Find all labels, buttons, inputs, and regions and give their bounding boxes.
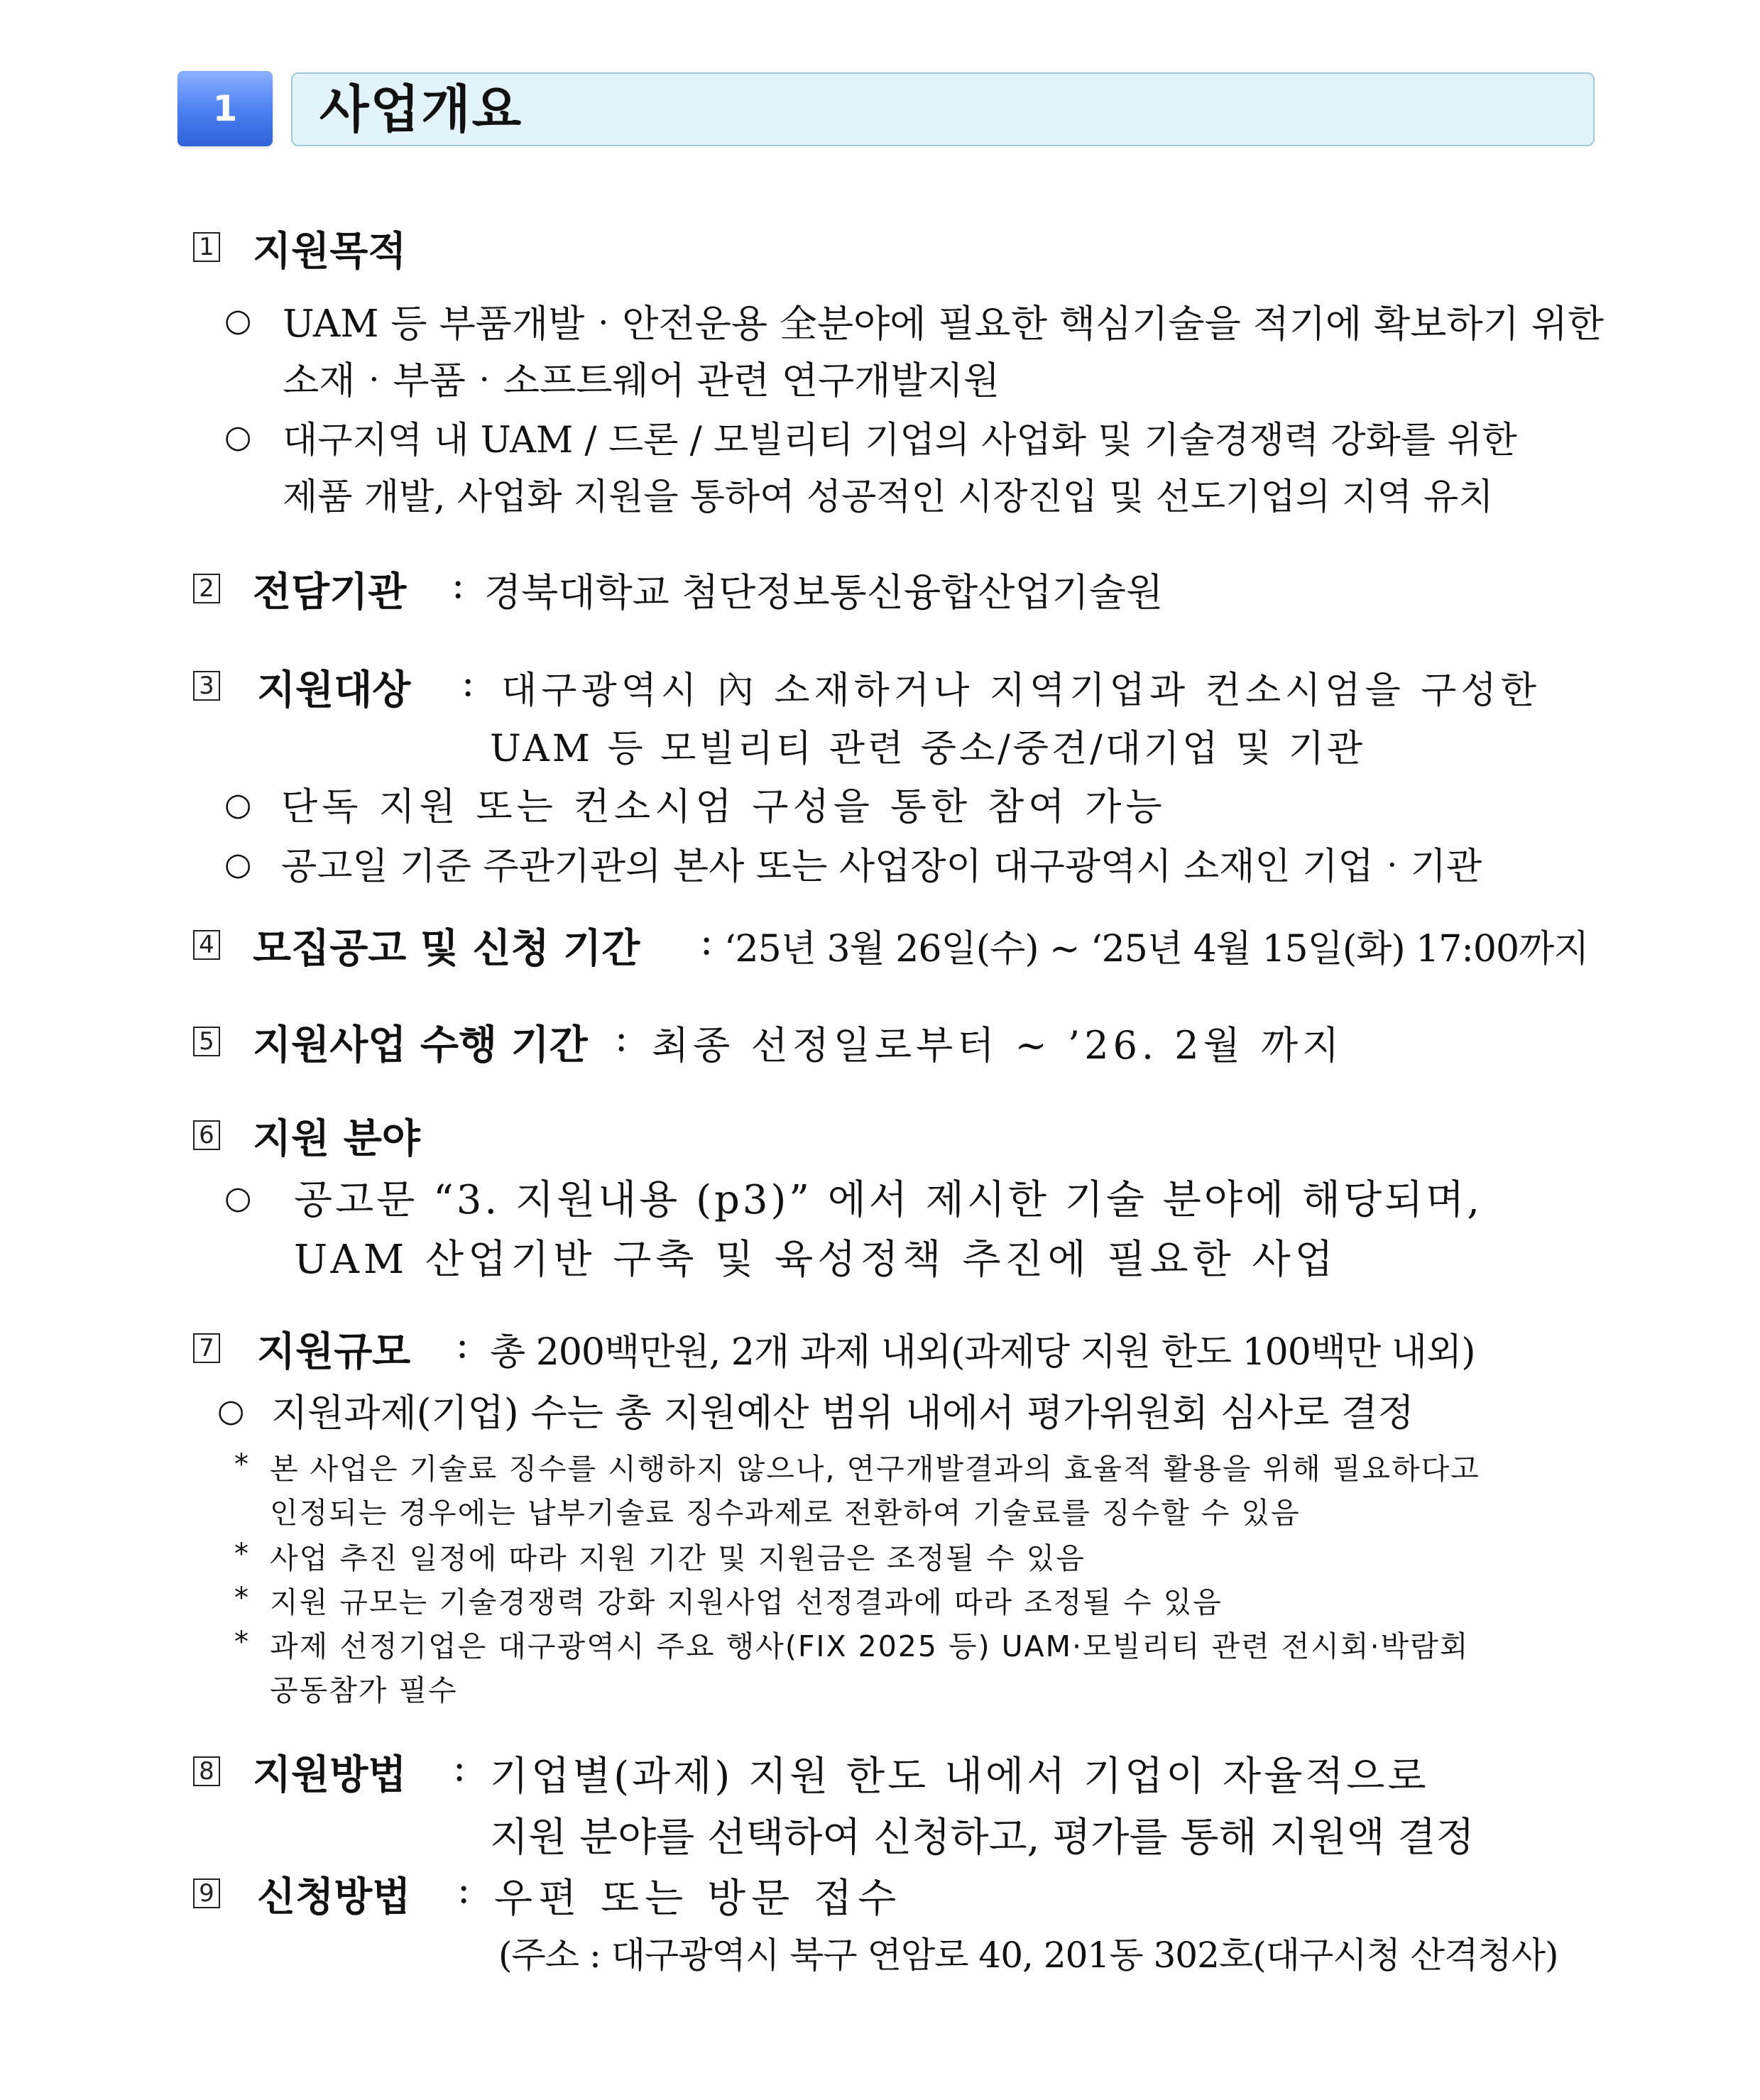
item-colon: : — [700, 919, 714, 963]
item-number-3: 3 — [193, 671, 220, 701]
item-heading-method: 지원방법 — [253, 1752, 407, 1798]
bullet-symbol: ○ — [224, 1180, 252, 1216]
note-line: 과제 선정기업은 대구광역시 주요 행사(FIX 2025 등) UAM·모빌리티 관련 전시회·박람회 — [270, 1629, 1470, 1663]
method-line-2: 지원 분야를 선택하여 신청하고, 평가를 통해 지원액 결정 — [490, 1815, 1475, 1861]
item-heading-duration: 지원사업 수행 기간 — [253, 1022, 588, 1068]
item-heading-target: 지원대상 — [257, 667, 411, 713]
item-heading-period: 모집공고 및 신청 기간 — [253, 926, 640, 972]
item-colon: : — [615, 1015, 628, 1060]
target-bullet: 단독 지원 또는 컨소시엄 구성을 통한 참여 가능 — [281, 785, 1166, 828]
note-symbol: * — [234, 1626, 248, 1658]
note-line: 본 사업은 기술료 징수를 시행하지 않으나, 연구개발결과의 효율적 활용을 위해 필요하다고 — [270, 1452, 1480, 1486]
note-symbol: * — [234, 1582, 248, 1614]
item-heading-agency: 전담기관 — [253, 569, 407, 616]
bullet-symbol: ○ — [217, 1393, 245, 1429]
item-colon: : — [456, 1322, 469, 1367]
item-number-1: 1 — [193, 232, 220, 262]
note-line: 지원 규모는 기술경쟁력 강화 지원사업 선정결과에 따라 조정될 수 있음 — [270, 1585, 1223, 1619]
purpose-line: UAM 등 부품개발‧안전운용 全분야에 필요한 핵심기술을 적기에 확보하기 위한 — [283, 302, 1605, 346]
apply-method: 우편 또는 방문 접수 — [494, 1876, 902, 1922]
item-number-7: 7 — [193, 1333, 220, 1363]
note-line: 사업 추진 일정에 따라 지원 기간 및 지원금은 조정될 수 있음 — [270, 1541, 1086, 1575]
item-number-2: 2 — [193, 574, 220, 603]
agency-name: 경북대학교 첨단정보통신융합산업기술원 — [484, 570, 1164, 615]
item-colon: : — [453, 1745, 466, 1790]
purpose-line: 대구지역 내 UAM / 드론 / 모빌리티 기업의 사업화 및 기술경쟁력 강화를 위한 — [283, 420, 1517, 461]
apply-address: (주소 : 대구광역시 북구 연암로 40, 201동 302호(대구시청 산격청사) — [498, 1935, 1558, 1976]
item-number-9: 9 — [193, 1878, 220, 1908]
note-line: 인정되는 경우에는 납부기술료 징수과제로 전환하여 기술료를 징수할 수 있음 — [270, 1496, 1301, 1530]
recruit-period: ‘25년 3월 26일(수) ~ ‘25년 4월 15일(화) 17:00까지 — [724, 928, 1589, 970]
item-number-4: 4 — [193, 930, 220, 960]
section-number-badge: 1 — [177, 71, 273, 146]
bullet-symbol: ○ — [224, 846, 252, 882]
note-symbol: * — [234, 1448, 248, 1481]
note-line: 공동참가 필수 — [270, 1673, 458, 1707]
bullet-symbol: ○ — [224, 302, 252, 339]
field-line-1: 공고문 “3. 지원내용 (p3)” 에서 제시한 기술 분야에 해당되며, — [294, 1177, 1483, 1223]
target-line-2: UAM 등 모빌리티 관련 중소/중견/대기업 및 기관 — [490, 728, 1366, 770]
note-symbol: * — [234, 1538, 248, 1570]
item-number-8: 8 — [193, 1756, 220, 1786]
item-colon: : — [461, 660, 475, 705]
item-number-6: 6 — [193, 1120, 220, 1150]
target-bullet: 공고일 기준 주관기관의 본사 또는 사업장이 대구광역시 소재인 기업‧기관 — [281, 846, 1482, 888]
target-line-1: 대구광역시 內 소재하거나 지역기업과 컨소시엄을 구성한 — [501, 669, 1541, 712]
item-number-5: 5 — [193, 1027, 220, 1056]
purpose-line: 소재‧부품‧소프트웨어 관련 연구개발지원 — [283, 359, 1000, 403]
scale-bullet: 지원과제(기업) 수는 총 지원예산 범위 내에서 평가위원회 심사로 결정 — [271, 1391, 1414, 1435]
bullet-symbol: ○ — [224, 419, 252, 455]
item-colon: : — [457, 1867, 471, 1912]
item-colon: : — [452, 562, 465, 607]
field-line-2: UAM 산업기반 구축 및 육성정책 추진에 필요한 사업 — [294, 1237, 1338, 1283]
item-heading-scale: 지원규모 — [257, 1329, 411, 1375]
item-heading-apply: 신청방법 — [257, 1874, 411, 1920]
scale-text: 총 200백만원, 2개 과제 내외(과제당 지원 한도 100백만 내외) — [490, 1331, 1475, 1374]
method-line-1: 기업별(과제) 지원 한도 내에서 기업이 자율적으로 — [490, 1754, 1429, 1800]
section-title: 사업개요 — [319, 80, 523, 139]
item-heading-field: 지원 분야 — [253, 1116, 420, 1162]
item-heading-purpose: 지원목적 — [253, 229, 407, 275]
bullet-symbol: ○ — [224, 787, 252, 823]
purpose-line: 제품 개발, 사업화 지원을 통하여 성공적인 시장진입 및 선도기업의 지역 유치 — [283, 476, 1494, 518]
duration-text: 최종 선정일로부터 ~ ’26. 2월 까지 — [652, 1023, 1344, 1068]
